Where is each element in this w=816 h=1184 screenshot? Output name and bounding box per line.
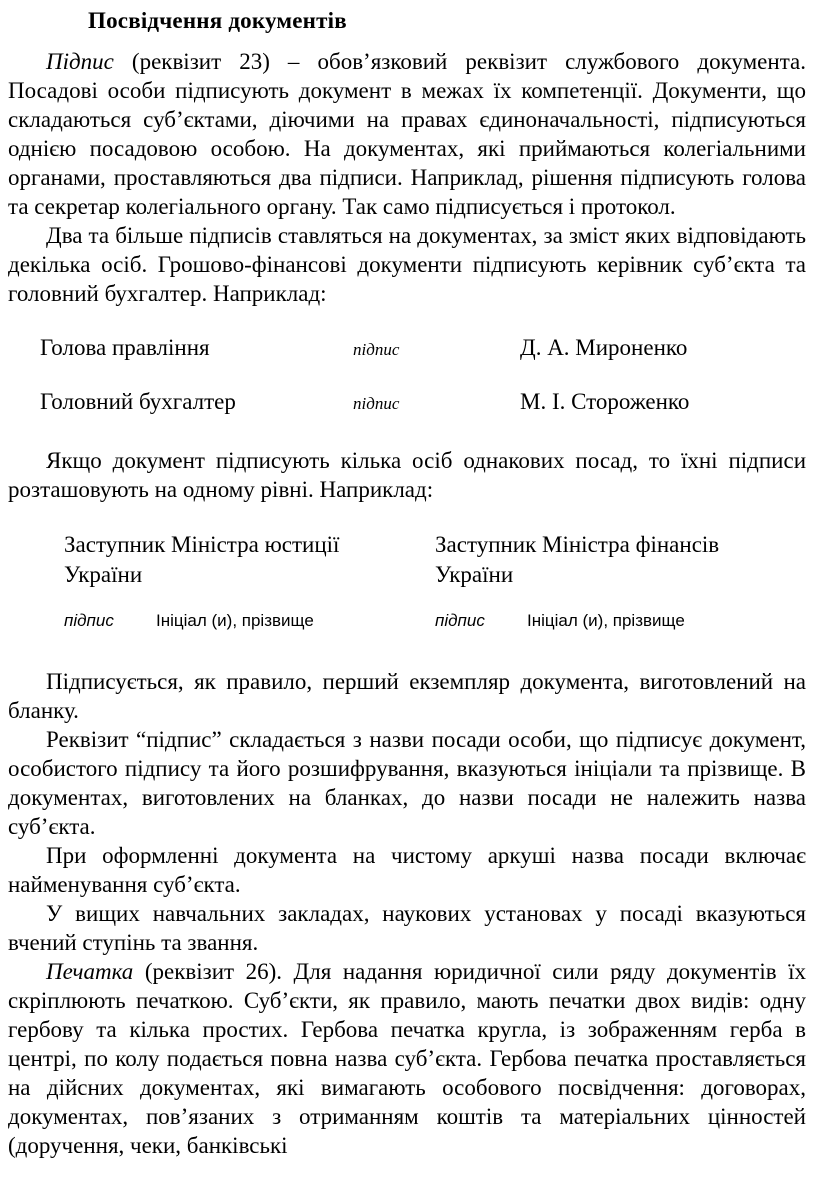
paragraph-seal-text: (реквізит 26). Для надання юридичної сили ряду документів їх скріплюють печаткою. Суб’єкти, як правило, мають печатки двох видів: одну гербову та кілька простих. Гербова печатка кругла, із зображенням герба в центрі, по колу подається повна назва суб’єкта. Гербова печатка проставляється на дійсних документах, які вимагають особового посвідчення: договорах, документах, пов’язаних з отриманням коштів та матеріальних цінностей (доручення, чеки, банківські	[8, 959, 806, 1158]
paragraph-academic: У вищих навчальних закладах, наукових установах у посаді вказуються вчений ступінь та звання.	[8, 901, 806, 955]
signature-name: М. І. Стороженко	[520, 389, 690, 414]
paragraph-requisite-composition: Реквізит “підпис” складається з назви посади особи, що підписує документ, особистого підпису та його розшифрування, вказуються ініціали та прізвище. В документах, виготовлених на бланках, до назви посади не належить назва суб’єкта.	[8, 727, 806, 839]
signature-example-block	[8, 335, 806, 415]
paragraph-signature-intro	[8, 47, 806, 221]
dual-signature-column-right	[435, 530, 806, 631]
position-title: Заступник Міністра юстиції України	[64, 532, 340, 587]
signature-name-placeholder: Ініціал (и), прізвище	[527, 611, 685, 630]
page-title: Посвідчення документів	[88, 8, 347, 33]
signature-name: Д. А. Мироненко	[520, 335, 688, 360]
signature-line	[64, 611, 435, 631]
signature-placeholder: підпис	[64, 611, 114, 630]
position-title: Заступник Міністра фінансів України	[435, 532, 720, 587]
dual-signature-block	[64, 530, 806, 631]
signature-row	[40, 389, 806, 415]
signature-placeholder: підпис	[353, 394, 400, 413]
signature-line	[435, 611, 806, 631]
paragraph-seal	[8, 957, 806, 1160]
signature-row	[40, 335, 806, 361]
signature-placeholder: підпис	[353, 340, 400, 359]
paragraph-equal-positions: Якщо документ підписують кілька осіб однакових посад, то їхні підписи розташовують на одному рівні. Наприклад:	[8, 448, 806, 502]
signature-name-placeholder: Ініціал (и), прізвище	[156, 611, 314, 630]
lead-word-pechatka: Печатка	[46, 959, 134, 984]
lead-word-pidpys: Підпис	[46, 49, 114, 74]
signature-position: Голова правління	[40, 335, 210, 360]
dual-signature-column-left	[64, 530, 435, 631]
paragraph-blank-sheet: При оформленні документа на чистому аркуші назва посади включає найменування суб’єкта.	[8, 843, 806, 897]
paragraph-multiple-signatures: Два та більше підписів ставляться на документах, за зміст яких відповідають декілька осіб. Грошово-фінансові документи підписують керівник суб’єкта та головний бухгалтер. Наприклад:	[8, 223, 806, 306]
signature-placeholder: підпис	[435, 611, 485, 630]
paragraph-first-copy: Підписується, як правило, перший екземпляр документа, виготовлений на бланку.	[8, 669, 806, 723]
signature-position: Головний бухгалтер	[40, 389, 236, 414]
paragraph-signature-intro-text: (реквізит 23) – обов’язковий реквізит службового документа. Посадові особи підписують документ в межах їх компетенції. Документи, що складаються суб’єктами, діючими на правах єдиноначальності, підписуються однією посадовою особою. На документах, які приймаються колегіальними органами, проставляються два підписи. Наприклад, рішення підписують голова та секретар колегіального органу. Так само підписується і протокол.	[8, 49, 806, 219]
